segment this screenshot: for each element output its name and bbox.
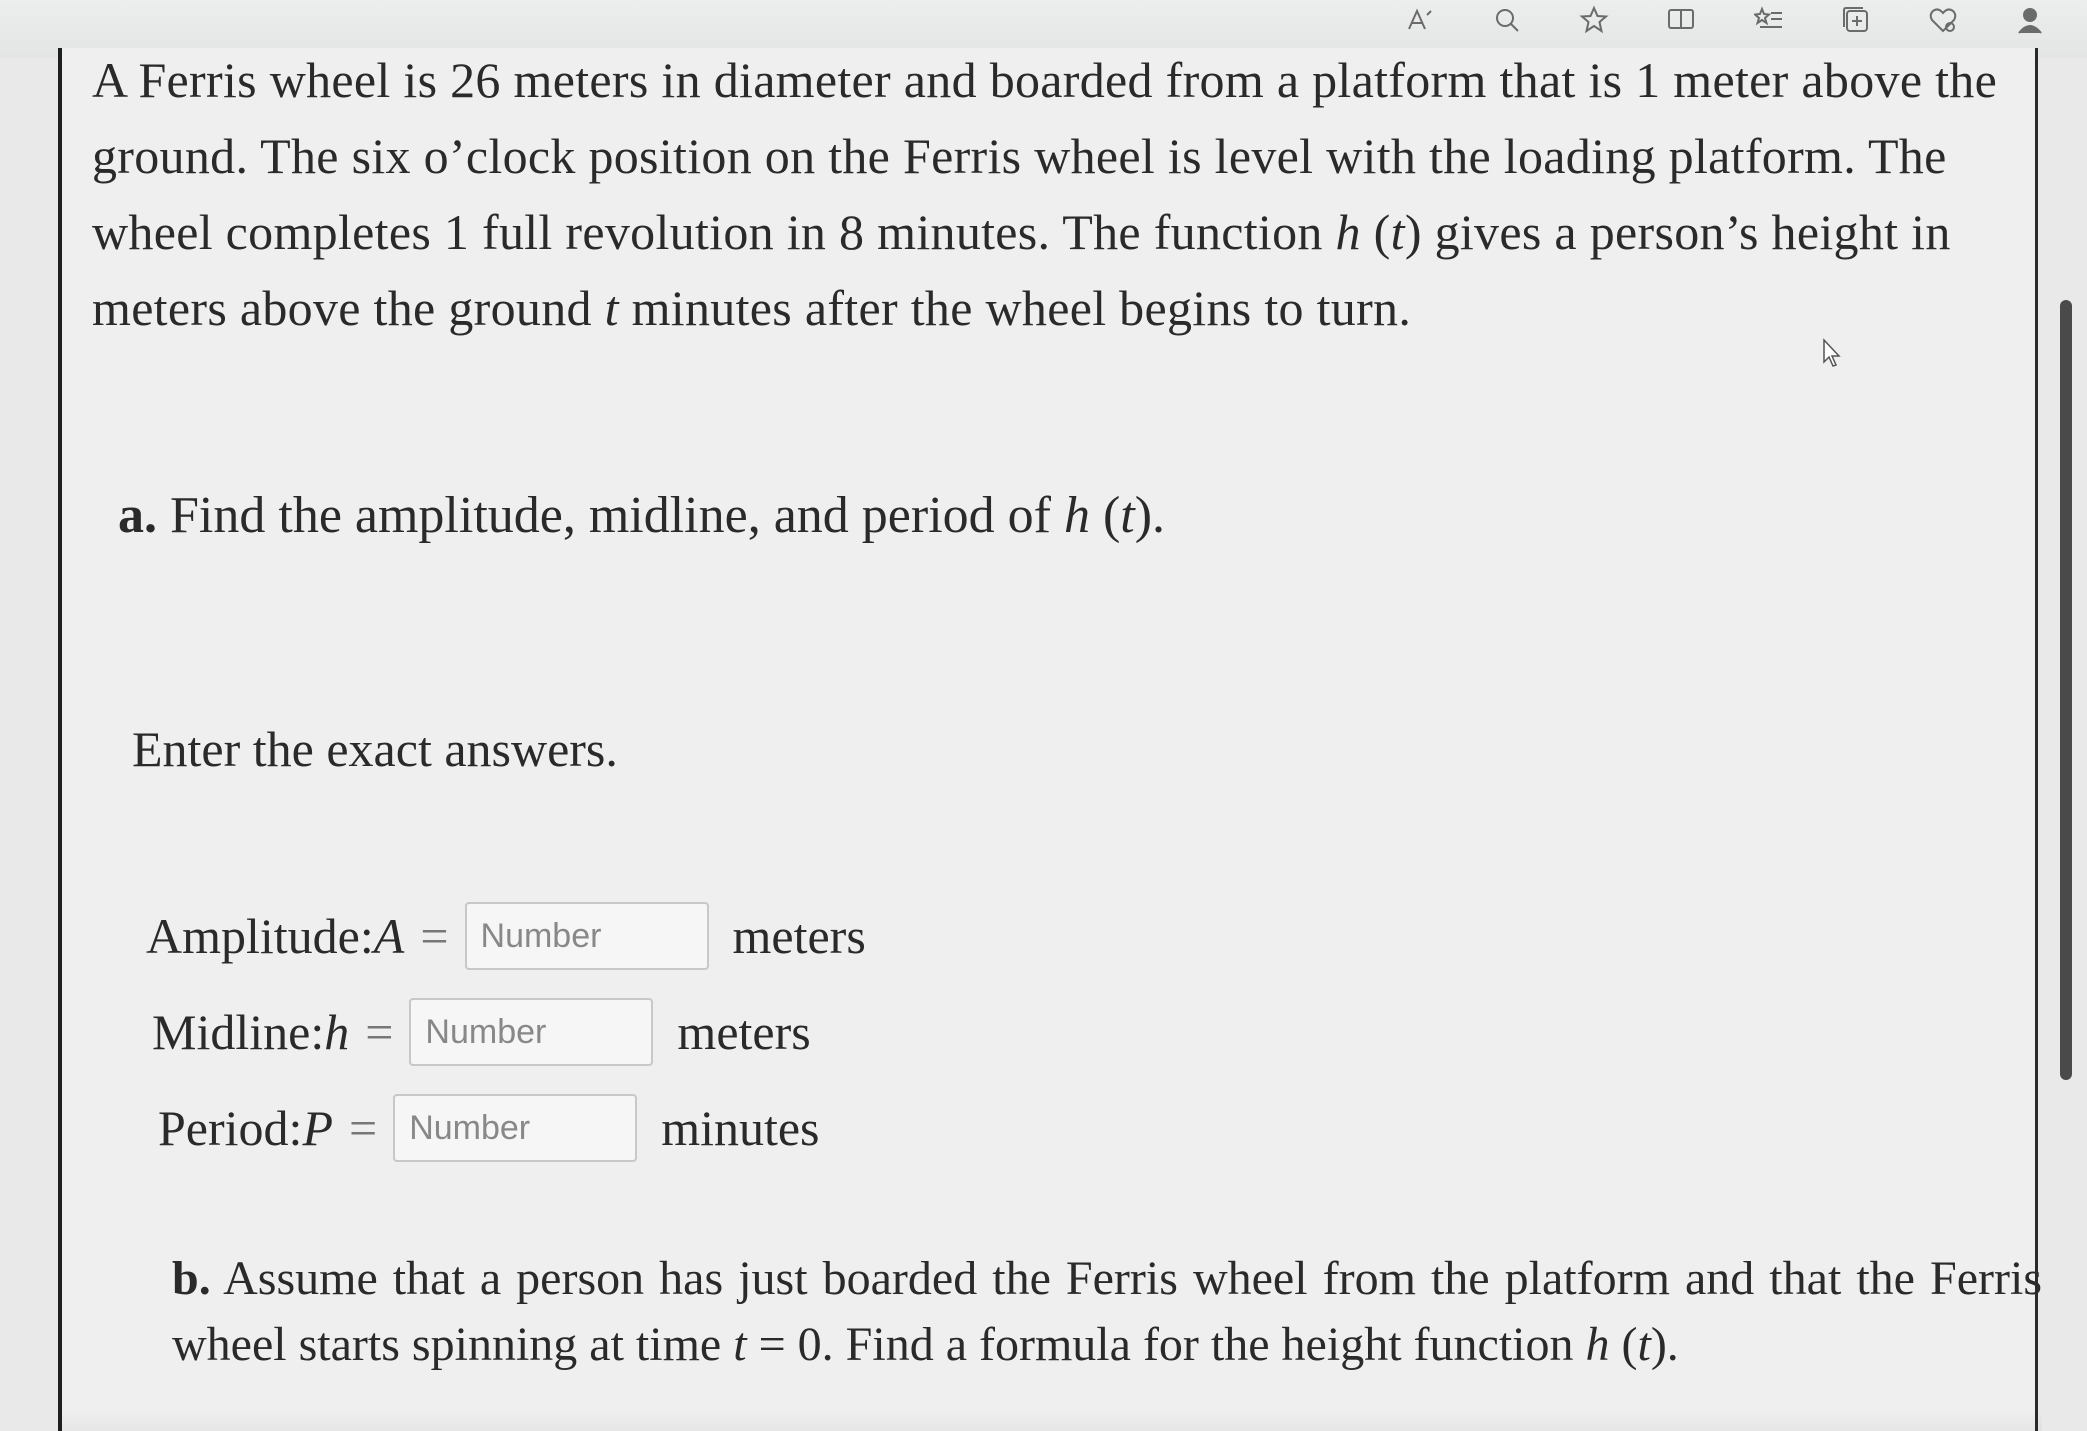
part-a-paren-open: ( xyxy=(1089,487,1121,544)
midline-equals: = xyxy=(365,1004,394,1060)
browser-essentials-icon[interactable] xyxy=(1923,2,1963,38)
zoom-icon[interactable] xyxy=(1487,2,1527,38)
period-label: Period: xyxy=(158,1100,303,1156)
midline-row xyxy=(152,998,811,1066)
part-b-label: b. xyxy=(172,1252,211,1305)
period-variable: P xyxy=(302,1100,333,1156)
part-a-paren-close: ). xyxy=(1134,487,1166,544)
instructions: Enter the exact answers. xyxy=(132,721,618,777)
question-text xyxy=(92,42,2042,346)
part-b-text-1: Assume that a person has just boarded the Ferris wheel from the platform and that the Ferris wheel starts spinning at time xyxy=(172,1252,2042,1371)
question-text-part-1: A Ferris wheel is 26 meters in diameter and boarded from a platform that is 1 meter above the ground. The six o’clock position on the Ferris wheel is level with the loading platform. The wheel completes 1 full revolution in 8 minutes. The function xyxy=(92,52,1998,260)
favorite-star-icon[interactable] xyxy=(1574,2,1614,38)
part-b-variable-t: t xyxy=(733,1318,747,1371)
amplitude-variable: A xyxy=(373,908,405,964)
panel-bottom-shade xyxy=(62,1411,2042,1431)
part-b-prompt xyxy=(172,1246,2042,1378)
midline-input[interactable] xyxy=(409,998,653,1066)
amplitude-input[interactable] xyxy=(465,902,709,970)
part-b-function-t: t xyxy=(1637,1318,1651,1371)
midline-unit: meters xyxy=(677,1004,811,1060)
split-screen-icon[interactable] xyxy=(1661,2,1701,38)
toolbar-icons xyxy=(1400,2,2050,38)
part-a-function-h: h xyxy=(1063,487,1090,544)
midline-label: Midline: xyxy=(152,1004,325,1060)
question-text-part-2: gives a person’s height in meters above the ground xyxy=(92,204,1951,336)
function-paren-close: ) xyxy=(1404,204,1422,260)
period-row xyxy=(158,1094,820,1162)
period-equals: = xyxy=(348,1100,378,1156)
function-name-h: h xyxy=(1335,204,1361,260)
question-panel xyxy=(58,48,2042,1431)
question-text-part-3: minutes after the wheel begins to turn. xyxy=(618,280,1412,336)
function-paren-open: ( xyxy=(1360,204,1391,260)
vertical-scrollbar[interactable] xyxy=(2060,300,2072,1080)
part-a-function-t: t xyxy=(1120,487,1135,544)
amplitude-label: Amplitude: xyxy=(146,908,374,964)
part-b-paren-open: ( xyxy=(1609,1318,1638,1371)
midline-variable: h xyxy=(324,1004,350,1060)
part-b-paren-close: ). xyxy=(1650,1318,1679,1371)
part-a-text: Find the amplitude, midline, and period of xyxy=(157,487,1064,544)
period-unit: minutes xyxy=(661,1100,820,1156)
function-arg-t: t xyxy=(1390,204,1405,260)
part-b-equals-zero: = 0 xyxy=(746,1318,822,1371)
part-b-text-2: . Find a formula for the height function xyxy=(821,1318,1586,1371)
amplitude-unit: meters xyxy=(732,908,866,964)
profile-icon[interactable] xyxy=(2010,2,2050,38)
amplitude-row xyxy=(146,902,866,970)
text-size-icon[interactable] xyxy=(1400,2,1440,38)
mouse-pointer-icon xyxy=(1822,338,1842,368)
part-a-label: a. xyxy=(118,487,157,544)
favorites-list-icon[interactable] xyxy=(1749,2,1789,38)
collections-icon[interactable] xyxy=(1836,2,1876,38)
part-b-function-h: h xyxy=(1585,1318,1610,1371)
period-input[interactable] xyxy=(393,1094,637,1162)
variable-t: t xyxy=(604,280,619,336)
amplitude-equals: = xyxy=(420,908,449,964)
part-a-prompt xyxy=(118,486,1165,545)
